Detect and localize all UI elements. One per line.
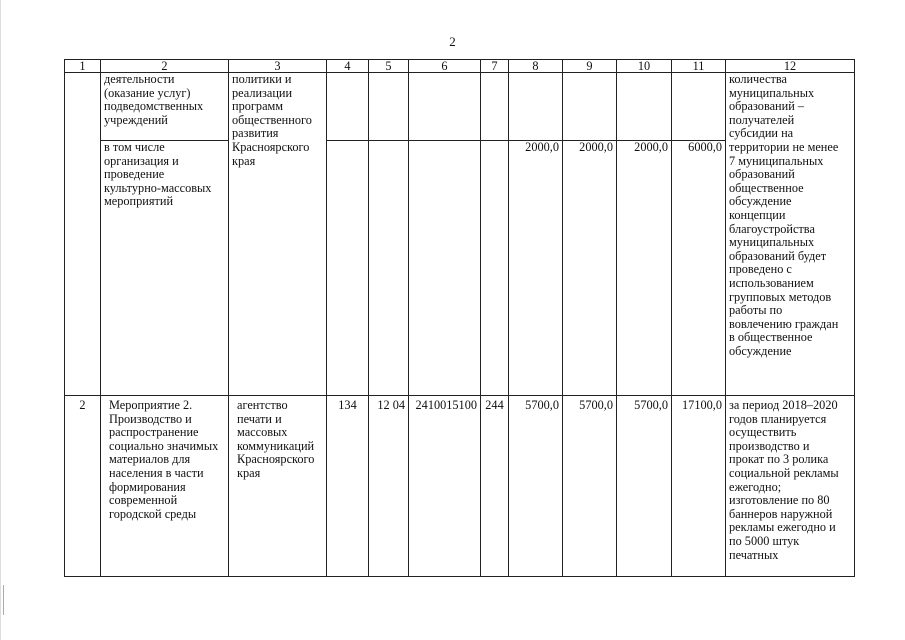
text-line: мероприятий [104, 194, 174, 209]
text-line: использованием [729, 275, 814, 290]
cell-row3-col11: 17100,0 [672, 396, 726, 577]
cell-row3-col3 [229, 396, 327, 577]
cell-row1-col6 [409, 73, 481, 141]
text-line: субсидии на [729, 126, 794, 141]
text-line: вовлечению граждан [729, 316, 839, 331]
text-line: 7 муниципальных [729, 153, 824, 168]
text-line: проведение [104, 167, 165, 182]
text-line: Мероприятие 2. [109, 398, 193, 412]
header-cell-11: 11 [672, 60, 726, 73]
text-line: осуществить [729, 425, 797, 440]
text-line: концепции [729, 207, 786, 222]
text-line: программ [232, 99, 284, 114]
cell-row1-col8 [509, 73, 563, 141]
cell-row3-col4: 134 [327, 396, 369, 577]
text-line: обсуждение [729, 343, 792, 358]
text-line: обсуждение [729, 194, 792, 209]
text-line: Красноярского [232, 139, 310, 154]
text-line: развития [232, 126, 279, 141]
text-line: (оказание услуг) [104, 85, 191, 100]
text-line: изготовление по 80 [729, 493, 830, 508]
text-line: общественное [729, 180, 804, 195]
text-line: в общественное [729, 330, 813, 345]
text-line: рекламы ежегодно и [729, 520, 836, 535]
cell-row1-col9 [563, 73, 617, 141]
text-line: по 5000 штук [729, 533, 800, 548]
page-number: 2 [449, 34, 456, 49]
text-line: печати и [237, 411, 282, 426]
cell-row2-col4 [327, 141, 369, 396]
budget-table [64, 59, 855, 577]
text-line: Красноярского [237, 452, 315, 467]
text-line: работы по [729, 303, 783, 318]
cell-row3-col6: 2410015100 [409, 396, 481, 577]
cell-row1-col11 [672, 73, 726, 141]
cell-row3-col9: 5700,0 [563, 396, 617, 577]
header-cell-10: 10 [617, 60, 672, 73]
cell-row3-col5: 12 04 [369, 396, 409, 577]
cell-row1-col3 [229, 73, 327, 396]
text-line: прокат по 3 ролика [729, 452, 829, 467]
text-line: муниципальных [729, 235, 815, 250]
text-line: распространение [109, 425, 199, 440]
header-cell-6: 6 [409, 60, 481, 73]
table-row [65, 73, 855, 141]
text-line: подведомственных [104, 99, 204, 114]
text-line: реализации [232, 85, 293, 100]
header-cell-7: 7 [481, 60, 509, 73]
scan-edge [0, 0, 1, 640]
cell-row2-col9: 2000,0 [563, 141, 617, 396]
text-line: благоустройства [729, 221, 815, 236]
text-line: социальной рекламы [729, 465, 839, 480]
text-line: Производство и [109, 411, 192, 426]
text-line: производство и [729, 438, 810, 453]
cell-row1-col10 [617, 73, 672, 141]
text-line: ежегодно; [729, 479, 782, 494]
cell-row2-col7 [481, 141, 509, 396]
text-line: массовых [237, 425, 288, 440]
text-line: края [237, 465, 261, 480]
table-row [65, 396, 855, 577]
cell-row2-col11: 6000,0 [672, 141, 726, 396]
text-line: городской среды [109, 506, 197, 521]
header-cell-3: 3 [229, 60, 327, 73]
cell-row2-col6 [409, 141, 481, 396]
text-line: деятельности [104, 72, 175, 86]
text-line: групповых методов [729, 289, 832, 304]
header-cell-1: 1 [65, 60, 101, 73]
text-line: годов планируется [729, 411, 827, 426]
cell-row3-col7: 244 [481, 396, 509, 577]
cell-row2-col8: 2000,0 [509, 141, 563, 396]
cell-row3-col1: 2 [65, 396, 101, 577]
header-cell-9: 9 [563, 60, 617, 73]
text-line: формирования [109, 479, 186, 494]
cell-row1-col12 [726, 73, 855, 396]
header-cell-12: 12 [726, 60, 855, 73]
cell-row3-col10: 5700,0 [617, 396, 672, 577]
text-line: материалов для [109, 452, 191, 467]
text-line: общественного [232, 112, 312, 127]
text-line: получателей [729, 112, 795, 127]
cell-row3-col2 [101, 396, 229, 577]
header-cell-4: 4 [327, 60, 369, 73]
text-line: культурно-массовых [104, 180, 212, 195]
cell-row2-col5 [369, 141, 409, 396]
text-line: образований – [729, 99, 805, 114]
cell-row1-col1 [65, 73, 101, 396]
text-line: агентство [237, 398, 288, 412]
text-line: политики и [232, 72, 292, 86]
text-line: территории не менее [729, 139, 839, 154]
text-line: населения в части [109, 465, 204, 480]
text-line: социально значимых [109, 438, 219, 453]
text-line: проведено с [729, 262, 792, 277]
cell-row1-col4 [327, 73, 369, 141]
text-line: в том числе [104, 140, 165, 154]
cell-row1-col2 [101, 73, 229, 141]
cell-row1-col7 [481, 73, 509, 141]
text-line: муниципальных [729, 85, 815, 100]
cell-row3-col12 [726, 396, 855, 577]
text-line: количества [729, 72, 787, 86]
text-line: учреждений [104, 112, 168, 127]
text-line: баннеров наружной [729, 506, 833, 521]
text-line: образований [729, 167, 795, 182]
text-line: за период 2018–2020 [729, 398, 838, 412]
text-line: коммуникаций [237, 438, 315, 453]
header-cell-5: 5 [369, 60, 409, 73]
text-line: края [232, 153, 256, 168]
cell-row2-col2 [101, 141, 229, 396]
cell-row3-col8: 5700,0 [509, 396, 563, 577]
cell-row2-col10: 2000,0 [617, 141, 672, 396]
cell-row1-col5 [369, 73, 409, 141]
text-line: образований будет [729, 248, 827, 263]
scan-artifact [3, 585, 4, 615]
text-line: печатных [729, 547, 779, 562]
header-row [65, 60, 855, 73]
text-line: современной [109, 493, 178, 508]
header-cell-8: 8 [509, 60, 563, 73]
header-cell-2: 2 [101, 60, 229, 73]
text-line: организация и [104, 153, 179, 168]
